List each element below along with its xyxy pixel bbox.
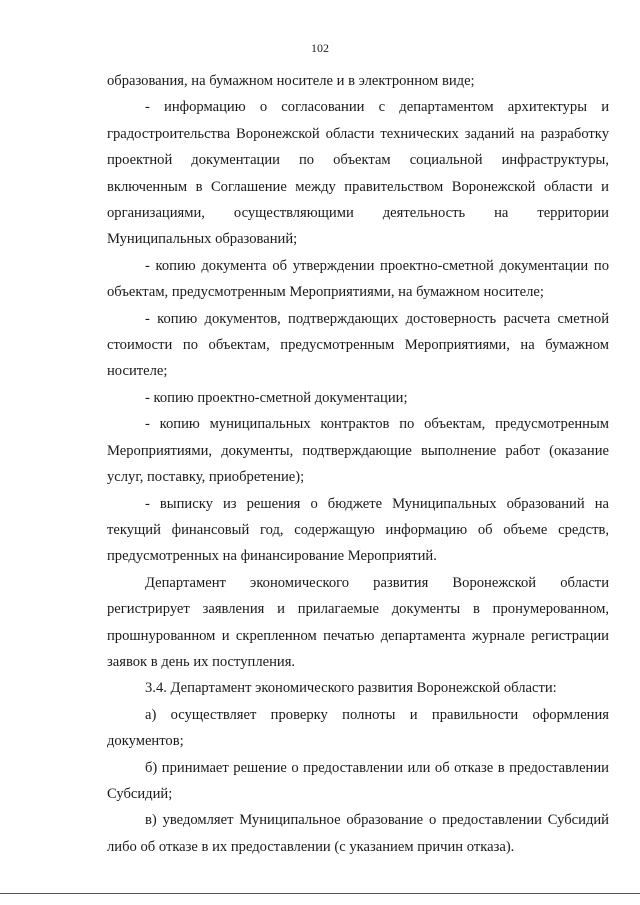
scan-edge-line: [0, 893, 640, 894]
list-item-design-docs-copy: - копию проектно-сметной документации;: [145, 389, 408, 406]
clause-v: в) уведомляет Муниципальное образование о предоставлении Субсидий либо об отказе в их предоставлении (с указанием причин отказа).: [107, 812, 609, 855]
list-item-budget-extract: - выписку из решения о бюджете Муниципальных образований на текущий финансовый год, содержащую информацию об объеме средств, предусмотренных на финансирование Мероприятий.: [107, 495, 609, 565]
clause-a: а) осуществляет проверку полноты и правильности оформления документов;: [107, 706, 609, 750]
list-item-estimate-approval-copy: - копию документа об утверждении проектно-сметной документации по объектам, предусмотренным Мероприятиями, на бумажном носителе;: [107, 257, 609, 301]
paragraph-continuation: образования, на бумажном носителе и в электронном виде;: [107, 73, 475, 89]
clause-b: б) принимает решение о предоставлении или об отказе в предоставлении Субсидий;: [107, 759, 609, 802]
document-body: [107, 68, 609, 860]
paragraph-registration: Департамент экономического развития Воронежской области регистрирует заявления и прилагаемые документы в пронумерованном, прошнурованном и скрепленном печатью департамента журнале регистрации заявок в день их поступления.: [107, 574, 609, 670]
list-item-cost-verification-copy: - копию документов, подтверждающих достоверность расчета сметной стоимости по объектам, предусмотренным Мероприятиями, на бумажном носителе;: [107, 310, 609, 380]
list-item-contracts-copy: - копию муниципальных контрактов по объектам, предусмотренным Мероприятиями, документы, подтверждающие выполнение работ (оказание услуг, поставку, приобретение);: [107, 416, 609, 486]
page-number: 102: [311, 41, 329, 55]
list-item-architecture-approval: - информацию о согласовании с департаментом архитектуры и градостроительства Воронежской области технических заданий на разработку проектной документации по объектам социальной инфраструктуры, включенным в Соглашение между правительством Воронежской области и организациями, осуществляющими деятельность на территории Муниципальных образований;: [107, 99, 609, 248]
section-heading-3-4: 3.4. Департамент экономического развития Воронежской области:: [145, 680, 557, 697]
